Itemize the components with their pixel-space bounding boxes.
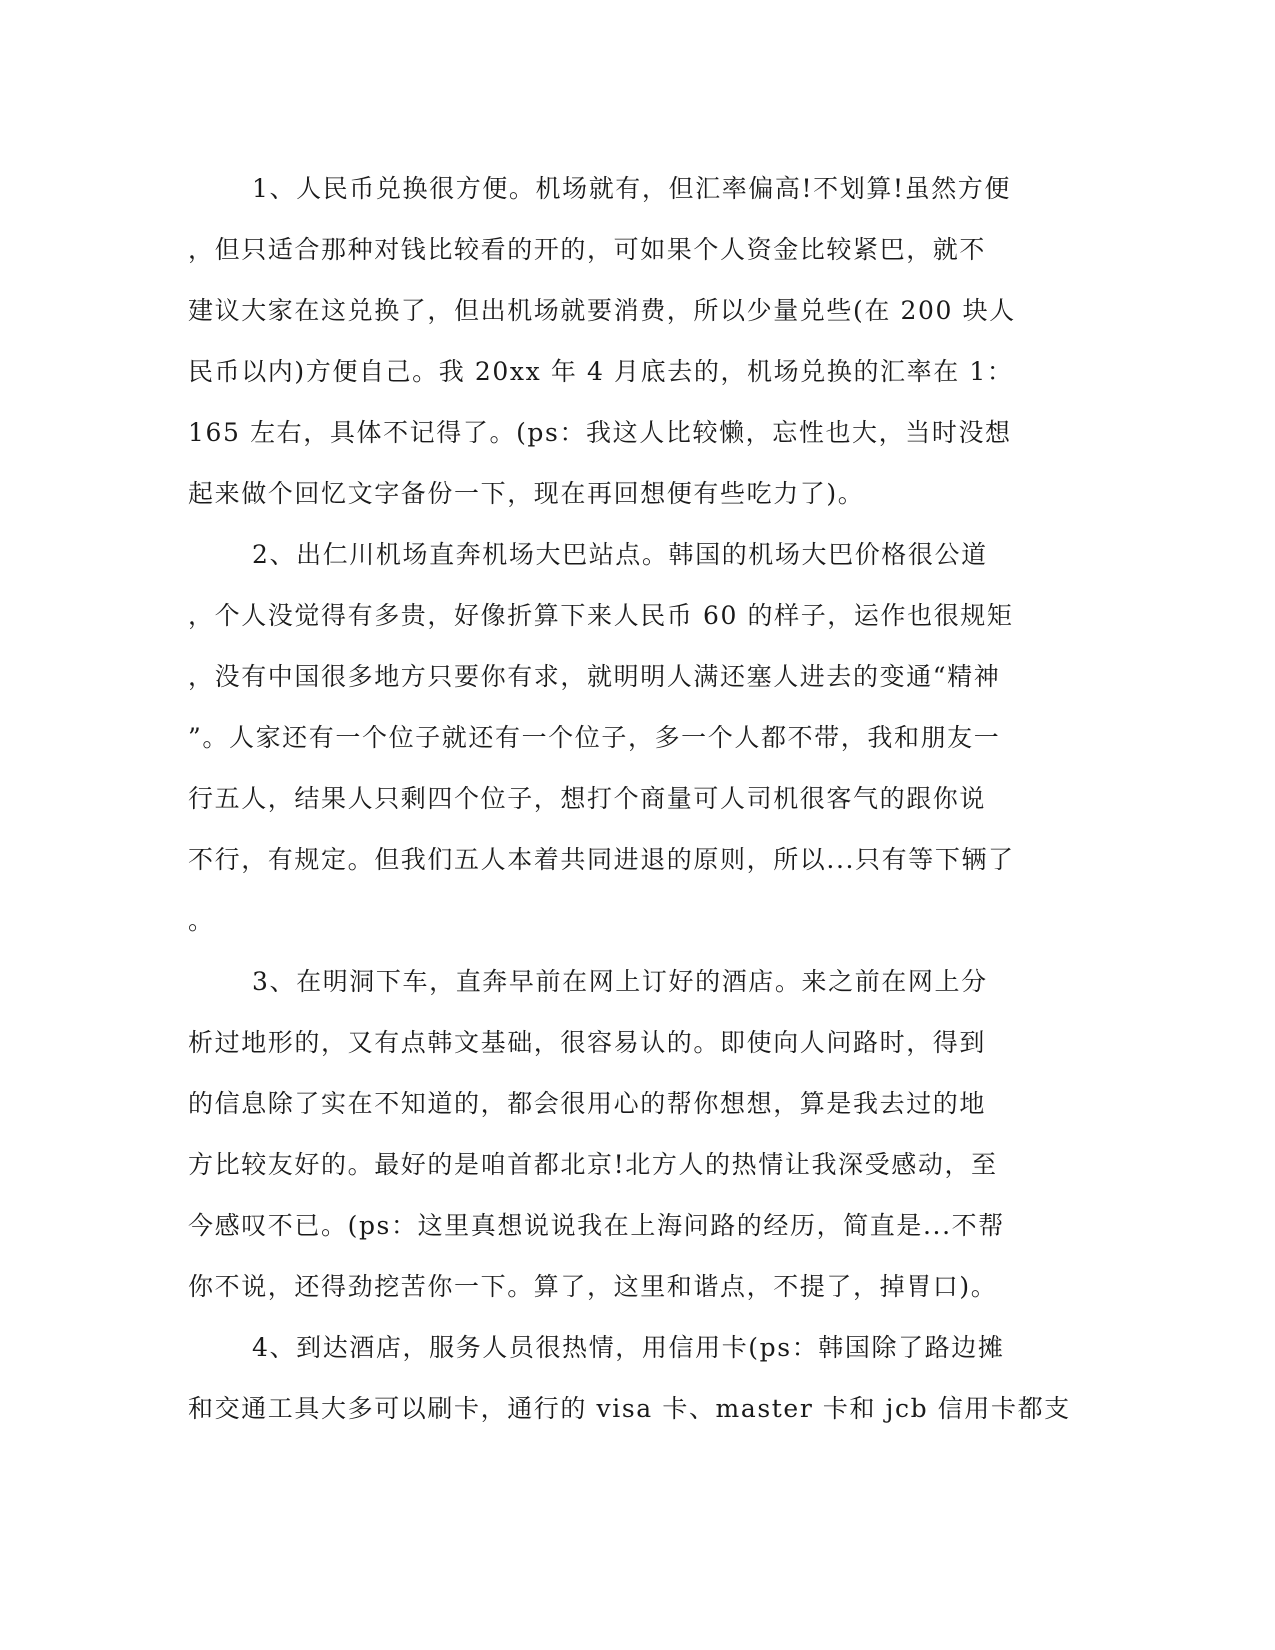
text-line: 的信息除了实在不知道的，都会很用心的帮你想想，算是我去过的地 bbox=[188, 1089, 987, 1118]
text-line: ，但只适合那种对钱比较看的开的，可如果个人资金比较紧巴，就不 bbox=[188, 235, 987, 264]
text-line: 起来做个回忆文字备份一下，现在再回想便有些吃力了)。 bbox=[188, 479, 865, 508]
text-line: 行五人，结果人只剩四个位子，想打个商量可人司机很客气的跟你说 bbox=[188, 784, 987, 813]
document-body bbox=[188, 158, 1088, 1439]
paragraph-1 bbox=[188, 158, 1088, 524]
text-line: 1、人民币兑换很方便。机场就有，但汇率偏高!不划算!虽然方便 bbox=[252, 174, 1012, 203]
text-line: 你不说，还得劲挖苦你一下。算了，这里和谐点，不提了，掉胃口)。 bbox=[188, 1272, 998, 1301]
text-line: ”。人家还有一个位子就还有一个位子，多一个人都不带，我和朋友一 bbox=[188, 723, 1001, 752]
text-line: 和交通工具大多可以刷卡，通行的 visa 卡、master 卡和 jcb 信用卡都支 bbox=[188, 1394, 1071, 1423]
text-line: 165 左右，具体不记得了。(ps：我这人比较懒，忘性也大，当时没想 bbox=[188, 418, 1012, 447]
text-line: ，没有中国很多地方只要你有求，就明明人满还塞人进去的变通“精神 bbox=[188, 662, 1001, 691]
text-line: 今感叹不已。(ps：这里真想说说我在上海问路的经历，简直是...不帮 bbox=[188, 1211, 1005, 1240]
text-line: 建议大家在这兑换了，但出机场就要消费，所以少量兑些(在 200 块人 bbox=[188, 296, 1016, 325]
text-line: 民币以内)方便自己。我 20xx 年 4 月底去的，机场兑换的汇率在 1： bbox=[188, 357, 1014, 386]
text-line: 3、在明洞下车，直奔早前在网上订好的酒店。来之前在网上分 bbox=[252, 967, 988, 996]
paragraph-3 bbox=[188, 951, 1088, 1317]
text-line: 。 bbox=[188, 906, 215, 935]
text-line: 不行，有规定。但我们五人本着共同进退的原则，所以...只有等下辆了 bbox=[188, 845, 1015, 874]
paragraph-4 bbox=[188, 1317, 1088, 1439]
paragraph-2 bbox=[188, 524, 1088, 951]
text-line: 4、到达酒店，服务人员很热情，用信用卡(ps：韩国除了路边摊 bbox=[252, 1333, 1005, 1362]
text-line: 析过地形的，又有点韩文基础，很容易认的。即使向人问路时，得到 bbox=[188, 1028, 987, 1057]
text-line: 方比较友好的。最好的是咱首都北京!北方人的热情让我深受感动，至 bbox=[188, 1150, 998, 1179]
text-line: 2、出仁川机场直奔机场大巴站点。韩国的机场大巴价格很公道 bbox=[252, 540, 988, 569]
text-line: ，个人没觉得有多贵，好像折算下来人民币 60 的样子，运作也很规矩 bbox=[188, 601, 1014, 630]
